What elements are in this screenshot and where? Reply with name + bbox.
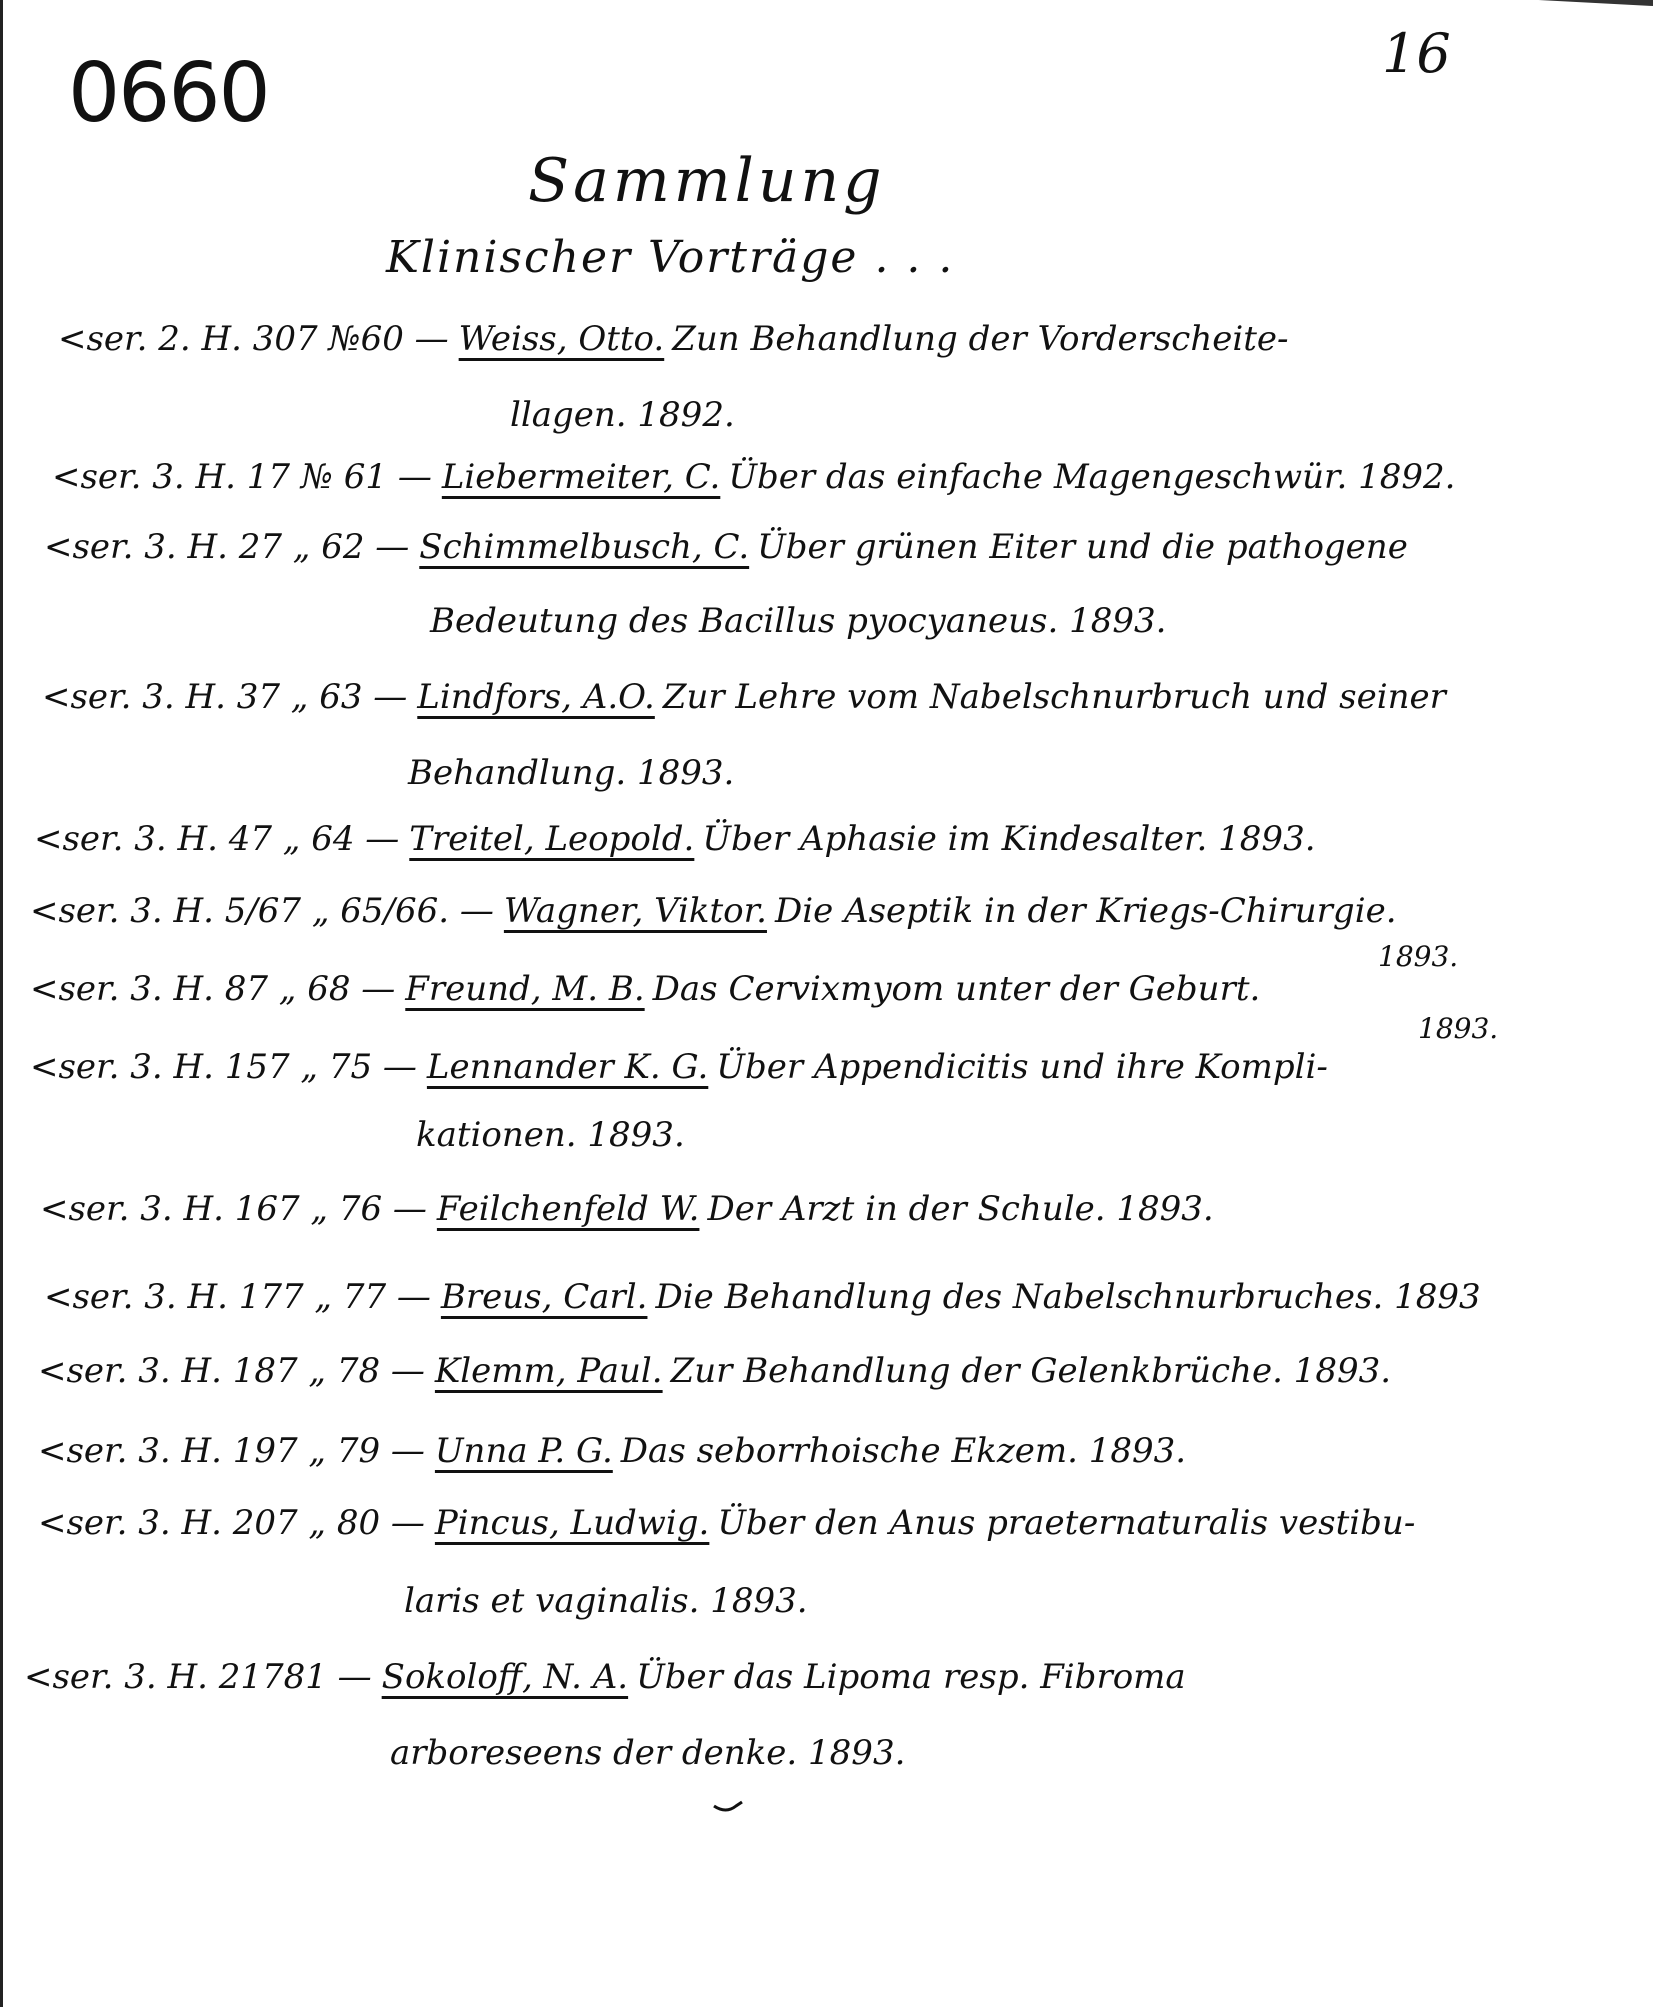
series-reference: <ser. 3. H. 157 „ 75 —	[30, 1047, 417, 1087]
entry-continuation: llagen. 1892.	[510, 395, 735, 435]
entry-line	[38, 1503, 1416, 1543]
series-reference: <ser. 3. H. 207 „ 80 —	[38, 1503, 425, 1543]
entry-continuation: kationen. 1893.	[416, 1115, 685, 1155]
entry-title: Über das einfache Magengeschwür. 1892.	[728, 457, 1456, 497]
end-flourish-icon	[712, 1800, 752, 1814]
year-note: 1893.	[1378, 940, 1459, 973]
year-note: 1893.	[1418, 1012, 1499, 1045]
collection-subtitle: Klinischer Vorträge . . .	[386, 232, 955, 283]
entry-line	[34, 819, 1316, 859]
entry-line	[42, 677, 1446, 717]
entry-title: Zur Behandlung der Gelenkbrüche. 1893.	[670, 1351, 1392, 1391]
entry-line	[30, 969, 1261, 1009]
series-reference: <ser. 3. H. 167 „ 76 —	[40, 1189, 427, 1229]
entry-line	[38, 1431, 1187, 1471]
series-reference: <ser. 3. H. 47 „ 64 —	[34, 819, 400, 859]
entry-title: Über Appendicitis und ihre Kompli-	[716, 1047, 1328, 1087]
author: Wagner, Viktor.	[503, 891, 767, 931]
entry-title: Die Behandlung des Nabelschnurbruches. 1893	[655, 1277, 1481, 1317]
entry-title: Der Arzt in der Schule. 1893.	[707, 1189, 1214, 1229]
entry-line	[38, 1351, 1392, 1391]
entry-line	[30, 891, 1397, 931]
series-reference: <ser. 3. H. 197 „ 79 —	[38, 1431, 425, 1471]
entry-title: Zun Behandlung der Vorderscheite-	[672, 319, 1289, 359]
author: Sokoloff, N. A.	[381, 1657, 629, 1697]
series-reference: <ser. 3. H. 187 „ 78 —	[38, 1351, 425, 1391]
author: Lennander K. G.	[426, 1047, 709, 1087]
series-reference: <ser. 2. H. 307 №60 —	[58, 319, 449, 359]
author: Breus, Carl.	[440, 1277, 648, 1317]
entry-line	[52, 457, 1456, 497]
author: Pincus, Ludwig.	[434, 1503, 710, 1543]
series-reference: <ser. 3. H. 5/67 „ 65/66. —	[30, 891, 494, 931]
series-reference: <ser. 3. H. 87 „ 68 —	[30, 969, 396, 1009]
entry-title: Das Cervixmyom unter der Geburt.	[652, 969, 1261, 1009]
author: Treitel, Leopold.	[409, 819, 695, 859]
series-reference: <ser. 3. H. 37 „ 63 —	[42, 677, 408, 717]
author: Klemm, Paul.	[434, 1351, 663, 1391]
card-number: 0660	[68, 46, 269, 141]
series-reference: <ser. 3. H. 27 „ 62 —	[44, 527, 410, 567]
author: Liebermeiter, C.	[441, 457, 721, 497]
entry-title: Über Aphasie im Kindesalter. 1893.	[702, 819, 1316, 859]
entry-line	[24, 1657, 1186, 1697]
entry-title: Über den Anus praeternaturalis vestibu-	[717, 1503, 1416, 1543]
entry-title: Über das Lipoma resp. Fibroma	[636, 1657, 1186, 1697]
entry-line	[58, 319, 1289, 359]
author: Feilchenfeld W.	[436, 1189, 700, 1229]
author: Unna P. G.	[434, 1431, 613, 1471]
series-reference: <ser. 3. H. 177 „ 77 —	[44, 1277, 431, 1317]
card-edge-line	[0, 0, 3, 2007]
entry-title: Die Aseptik in der Kriegs-Chirurgie.	[774, 891, 1397, 931]
entry-continuation: arboreseens der denke. 1893.	[390, 1733, 906, 1773]
entry-line	[44, 527, 1408, 567]
entry-title: Über grünen Eiter und die pathogene	[757, 527, 1408, 567]
collection-title: Sammlung	[528, 146, 886, 216]
author: Lindfors, A.O.	[417, 677, 655, 717]
entry-continuation: laris et vaginalis. 1893.	[404, 1581, 808, 1621]
page-number: 16	[1382, 22, 1451, 85]
entry-title: Das seborrhoische Ekzem. 1893.	[620, 1431, 1187, 1471]
corner-mark	[1513, 0, 1653, 6]
entry-line	[44, 1277, 1481, 1317]
author: Schimmelbusch, C.	[419, 527, 750, 567]
entry-title: Zur Lehre vom Nabelschnurbruch und seiner	[662, 677, 1446, 717]
series-reference: <ser. 3. H. 21781 —	[24, 1657, 372, 1697]
entry-continuation: Behandlung. 1893.	[408, 753, 735, 793]
author: Freund, M. B.	[405, 969, 645, 1009]
entry-line	[40, 1189, 1214, 1229]
author: Weiss, Otto.	[458, 319, 665, 359]
entry-line	[30, 1047, 1328, 1087]
series-reference: <ser. 3. H. 17 № 61 —	[52, 457, 432, 497]
entry-continuation: Bedeutung des Bacillus pyocyaneus. 1893.	[430, 601, 1167, 641]
